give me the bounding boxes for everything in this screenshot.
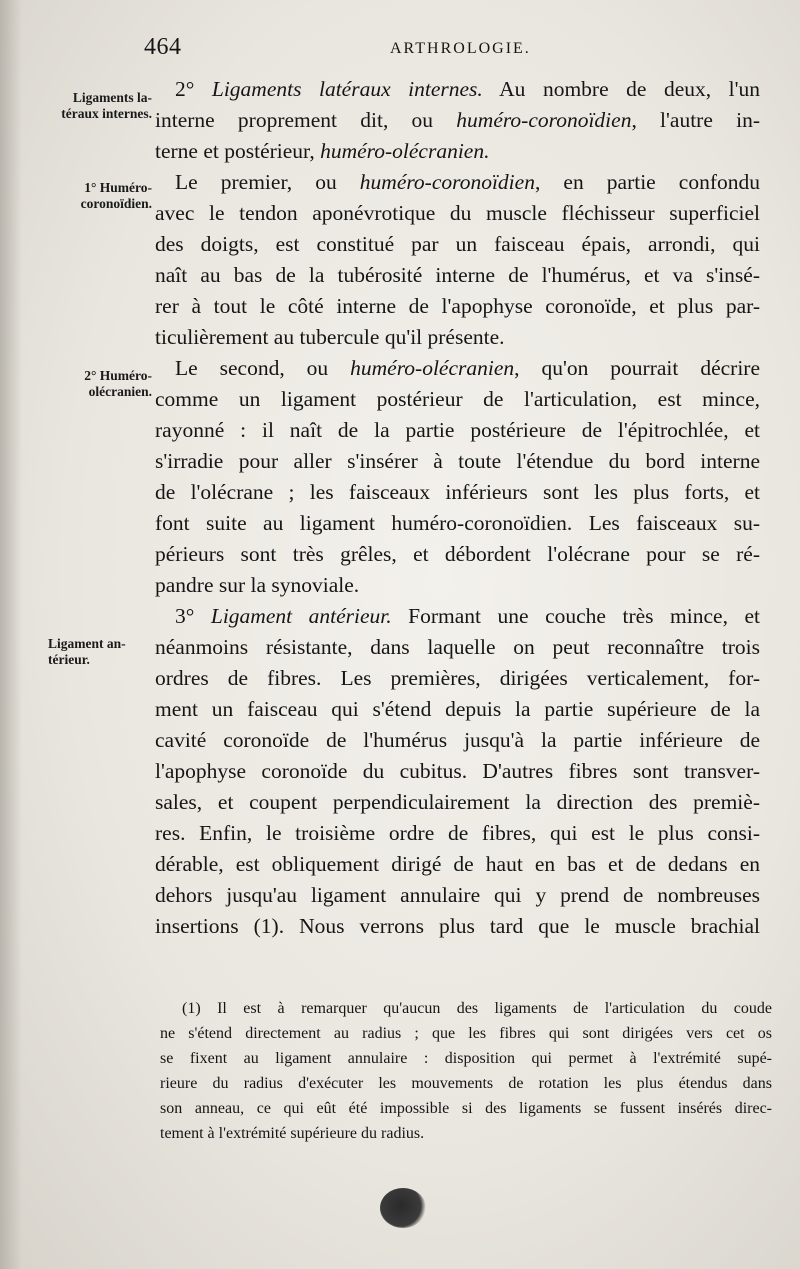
ink-blot	[380, 1188, 426, 1228]
text-line: ment un faisceau qui s'étend depuis la partie supérieure de la	[155, 697, 760, 721]
text-line: res. Enfin, le troisième ordre de fibres, qui est le plus consi-	[155, 821, 760, 845]
page-header	[140, 34, 760, 60]
text-line: des doigts, est constitué par un faisceau épais, arrondi, qui	[155, 232, 760, 256]
margin-note-humero-olecranien	[14, 368, 152, 400]
text-line: terne et postérieur, huméro-olécranien.	[155, 139, 490, 163]
text-line: insertions (1). Nous verrons plus tard que le muscle brachial	[155, 914, 760, 938]
margin-note-line: Ligament an-	[48, 636, 126, 651]
margin-note-ligaments-lateraux-internes	[14, 90, 152, 122]
text-line: 3° Ligament antérieur. Formant une couche très mince, et	[175, 604, 760, 628]
text-line: dehors jusqu'au ligament annulaire qui y prend de nombreuses	[155, 883, 760, 907]
text-line: naît au bas de la tubérosité interne de l'humérus, et va s'insé-	[155, 263, 760, 287]
main-text	[155, 74, 760, 942]
text-line: Le second, ou huméro-olécranien, qu'on pourrait décrire	[175, 356, 760, 380]
text-line: l'apophyse coronoïde du cubitus. D'autres fibres sont transver-	[155, 759, 760, 783]
page-number: 464	[144, 34, 182, 60]
text-line: néanmoins résistante, dans laquelle on peut reconnaître trois	[155, 635, 760, 659]
margin-note-ligament-anterieur	[48, 636, 152, 668]
margin-note-humero-coronoidien	[14, 180, 152, 212]
text-line: sales, et coupent perpendiculairement la direction des premiè-	[155, 790, 760, 814]
text-line: de l'olécrane ; les faisceaux inférieurs sont les plus forts, et	[155, 480, 760, 504]
text-line: rer à tout le côté interne de l'apophyse coronoïde, et plus par-	[155, 294, 760, 318]
margin-note-line: coronoïdien.	[80, 196, 152, 211]
text-line: périeurs sont très grêles, et débordent l'olécrane pour se ré-	[155, 542, 760, 566]
footnote-line: son anneau, ce qui eût été impossible si des ligaments se fussent insérés direc-	[160, 1100, 772, 1117]
margin-note-line: olécranien.	[88, 384, 152, 399]
margin-note-line: térieur.	[48, 652, 90, 667]
footnote-line: se fixent au ligament annulaire : disposition qui permet à l'extrémité supé-	[160, 1050, 772, 1067]
text-line: pandre sur la synoviale.	[155, 573, 360, 597]
footnote-line: tement à l'extrémité supérieure du radius.	[160, 1125, 425, 1142]
text-line: font suite au ligament huméro-coronoïdien. Les faisceaux su-	[155, 511, 760, 535]
text-line: ordres de fibres. Les premières, dirigées verticalement, for-	[155, 666, 760, 690]
margin-note-line: 1° Huméro-	[84, 180, 152, 195]
running-head: ARTHROLOGIE.	[390, 40, 531, 57]
margin-note-line: Ligaments la-	[72, 90, 152, 105]
margin-note-line: téraux internes.	[61, 106, 152, 121]
text-line: rayonné : il naît de la partie postérieure de l'épitrochlée, et	[155, 418, 760, 442]
footnote-line: (1) Il est à remarquer qu'aucun des ligaments de l'articulation du coude	[182, 1000, 772, 1017]
text-line: 2° Ligaments latéraux internes. Au nombre de deux, l'un	[175, 77, 760, 101]
text-line: ticulièrement au tubercule qu'il présente.	[155, 325, 505, 349]
text-line: cavité coronoïde de l'humérus jusqu'à la partie inférieure de	[155, 728, 760, 752]
text-line: s'irradie pour aller s'insérer à toute l'étendue du bord interne	[155, 449, 760, 473]
footnote-line: ne s'étend directement au radius ; que les fibres qui sont dirigées vers cet os	[160, 1025, 772, 1042]
footnote-line: rieure du radius d'exécuter les mouvements de rotation les plus étendus dans	[160, 1075, 772, 1092]
text-line: Le premier, ou huméro-coronoïdien, en partie confondu	[175, 170, 760, 194]
footnote	[160, 996, 772, 1146]
text-line: avec le tendon aponévrotique du muscle fléchisseur superficiel	[155, 201, 760, 225]
margin-note-line: 2° Huméro-	[84, 368, 152, 383]
text-line: comme un ligament postérieur de l'articulation, est mince,	[155, 387, 760, 411]
text-line: interne proprement dit, ou huméro-coronoïdien, l'autre in-	[155, 108, 760, 132]
text-line: dérable, est obliquement dirigé de haut en bas et de dedans en	[155, 852, 760, 876]
